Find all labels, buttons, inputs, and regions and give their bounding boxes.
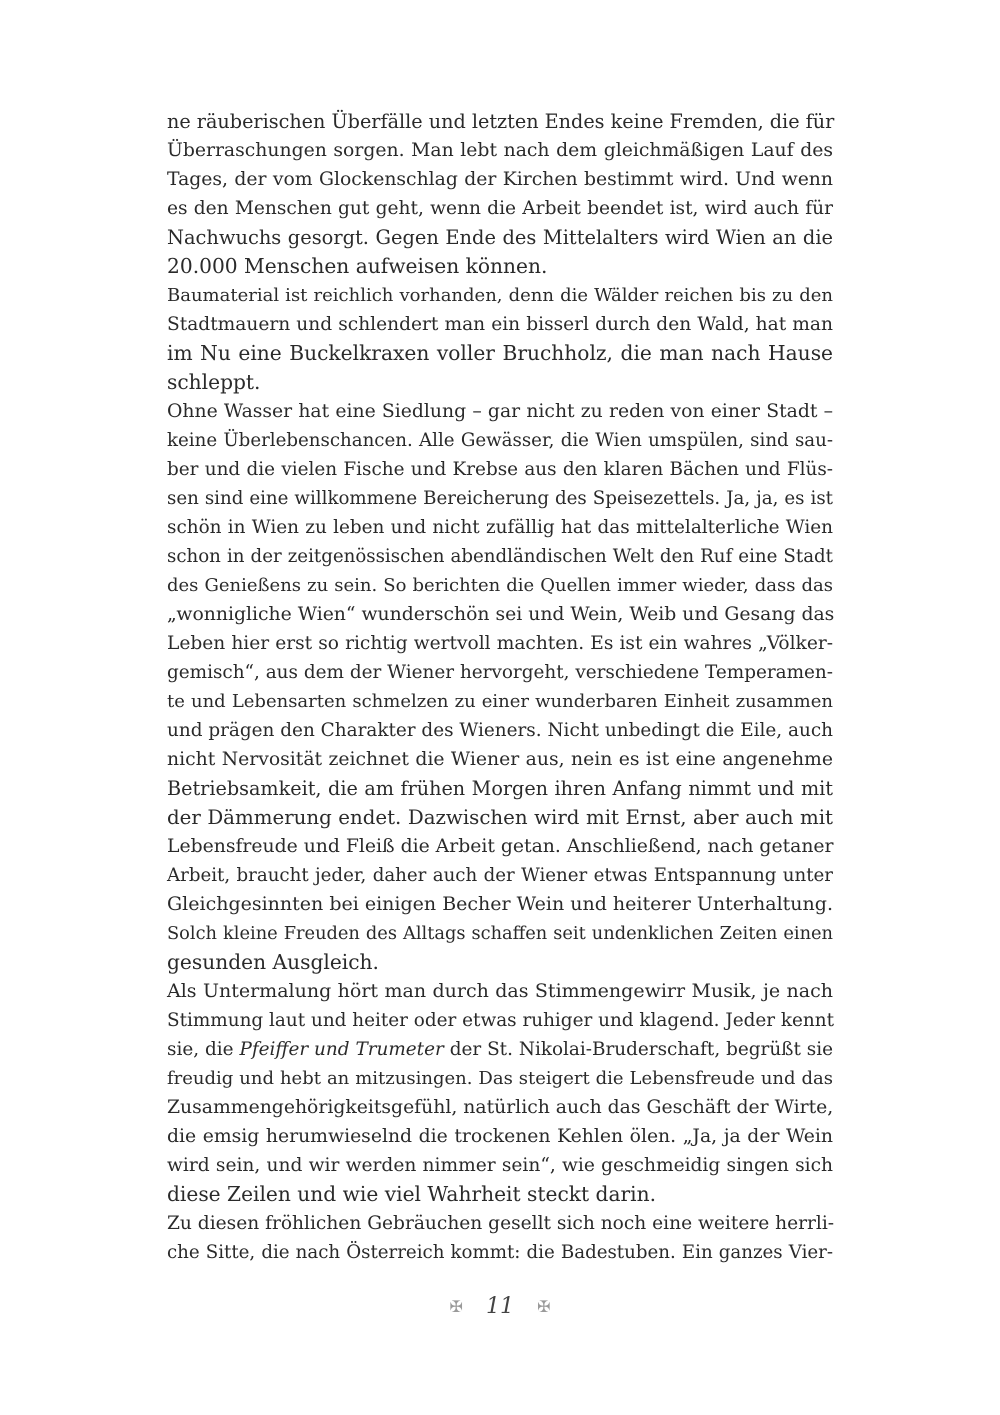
text-line: Stadtmauern und schlendert man ein bisserl durch den Wald, hat man xyxy=(167,314,833,335)
text-line: Leben hier erst so richtig wertvoll machten. Es ist ein wahres „Völker- xyxy=(167,633,833,654)
text-line: schön in Wien zu leben und nicht zufällig hat das mittelalterliche Wien xyxy=(167,517,833,538)
text-line: Solch kleine Freuden des Alltags schaffen seit undenklichen Zeiten einen xyxy=(167,923,833,944)
text-line: ne räuberischen Überfälle und letzten Endes keine Fremden, die für xyxy=(167,110,835,133)
text-line: nicht Nervosität zeichnet die Wiener aus, nein es ist eine angenehme xyxy=(167,749,833,770)
text-line: schleppt. xyxy=(167,370,261,394)
text-line: 20.000 Menschen aufweisen können. xyxy=(167,254,548,278)
text-line: Nachwuchs gesorgt. Gegen Ende des Mittelalters wird Wien an die xyxy=(167,226,833,249)
text-line: Überraschungen sorgen. Man lebt nach dem gleichmäßigen Lauf des xyxy=(167,140,833,161)
text-line: Zu diesen fröhlichen Gebräuchen gesellt sich noch eine weitere herrli- xyxy=(167,1213,835,1234)
text-line: wird sein, und wir werden nimmer sein“, wie geschmeidig singen sich xyxy=(167,1155,833,1176)
page-footer xyxy=(0,1294,1000,1319)
text-line: sen sind eine willkommene Bereicherung des Speisezettels. Ja, ja, es ist xyxy=(167,488,833,509)
text-line: „wonnigliche Wien“ wunderschön sei und Wein, Weib und Gesang das xyxy=(167,604,835,625)
text-line: keine Überlebenschancen. Alle Gewässer, die Wien umspülen, sind sau- xyxy=(167,430,833,451)
text-line: Betriebsamkeit, die am frühen Morgen ihren Anfang nimmt und mit xyxy=(167,777,833,800)
body-text xyxy=(167,107,833,1267)
text-line: Stimmung laut und heiter oder etwas ruhiger und klagend. Jeder kennt xyxy=(167,1010,835,1031)
text-line: Tages, der vom Glockenschlag der Kirchen bestimmt wird. Und wenn xyxy=(167,169,833,190)
text-line: diese Zeilen und wie viel Wahrheit steckt darin. xyxy=(167,1182,657,1206)
text-line: Gleichgesinnten bei einigen Becher Wein und heiterer Unterhaltung. xyxy=(167,893,833,915)
text-line: Arbeit, braucht jeder, daher auch der Wiener etwas Entspannung unter xyxy=(167,865,833,886)
text-line xyxy=(167,1035,833,1064)
text-line: gesunden Ausgleich. xyxy=(167,950,379,974)
text-line: im Nu eine Buckelkraxen voller Bruchholz, die man nach Hause xyxy=(167,341,833,365)
cross-ornament-right-icon: ✠ xyxy=(537,1297,551,1316)
text-line: te und Lebensarten schmelzen zu einer wunderbaren Einheit zusammen xyxy=(167,691,833,712)
text-line: Als Untermalung hört man durch das Stimmengewirr Musik, je nach xyxy=(167,980,833,1002)
text-line: che Sitte, die nach Österreich kommt: die Badestuben. Ein ganzes Vier- xyxy=(167,1242,833,1263)
text-line: des Genießens zu sein. So berichten die Quellen immer wieder, dass das xyxy=(167,575,833,596)
text-line: es den Menschen gut geht, wenn die Arbeit beendet ist, wird auch für xyxy=(167,198,833,219)
text-segment: der St. Nikolai-Bruderschaft, begrüßt sie xyxy=(443,1039,833,1060)
text-segment: sie, die xyxy=(167,1039,240,1060)
text-line: Ohne Wasser hat eine Siedlung – gar nicht zu reden von einer Stadt – xyxy=(167,401,833,422)
text-line: schon in der zeitgenössischen abendländischen Welt den Ruf eine Stadt xyxy=(167,546,833,567)
text-line: die emsig herumwieselnd die trockenen Kehlen ölen. „Ja, ja der Wein xyxy=(167,1126,833,1147)
italic-title: Pfeiffer und Trumeter xyxy=(239,1039,444,1060)
text-line: der Dämmerung endet. Dazwischen wird mit Ernst, aber auch mit xyxy=(167,806,833,829)
page-number: 11 xyxy=(486,1294,514,1319)
text-line: Baumaterial ist reichlich vorhanden, denn die Wälder reichen bis zu den xyxy=(167,285,833,306)
text-line: und prägen den Charakter des Wieners. Nicht unbedingt die Eile, auch xyxy=(167,720,833,741)
text-line: gemisch“, aus dem der Wiener hervorgeht, verschiedene Temperamen- xyxy=(167,662,833,683)
text-line: Zusammengehörigkeitsgefühl, natürlich auch das Geschäft der Wirte, xyxy=(167,1097,834,1118)
text-line: ber und die vielen Fische und Krebse aus den klaren Bächen und Flüs- xyxy=(167,459,833,480)
text-line: freudig und hebt an mitzusingen. Das steigert die Lebensfreude und das xyxy=(167,1068,833,1089)
cross-ornament-left-icon: ✠ xyxy=(449,1297,463,1316)
text-line: Lebensfreude und Fleiß die Arbeit getan. Anschließend, nach getaner xyxy=(167,836,834,857)
